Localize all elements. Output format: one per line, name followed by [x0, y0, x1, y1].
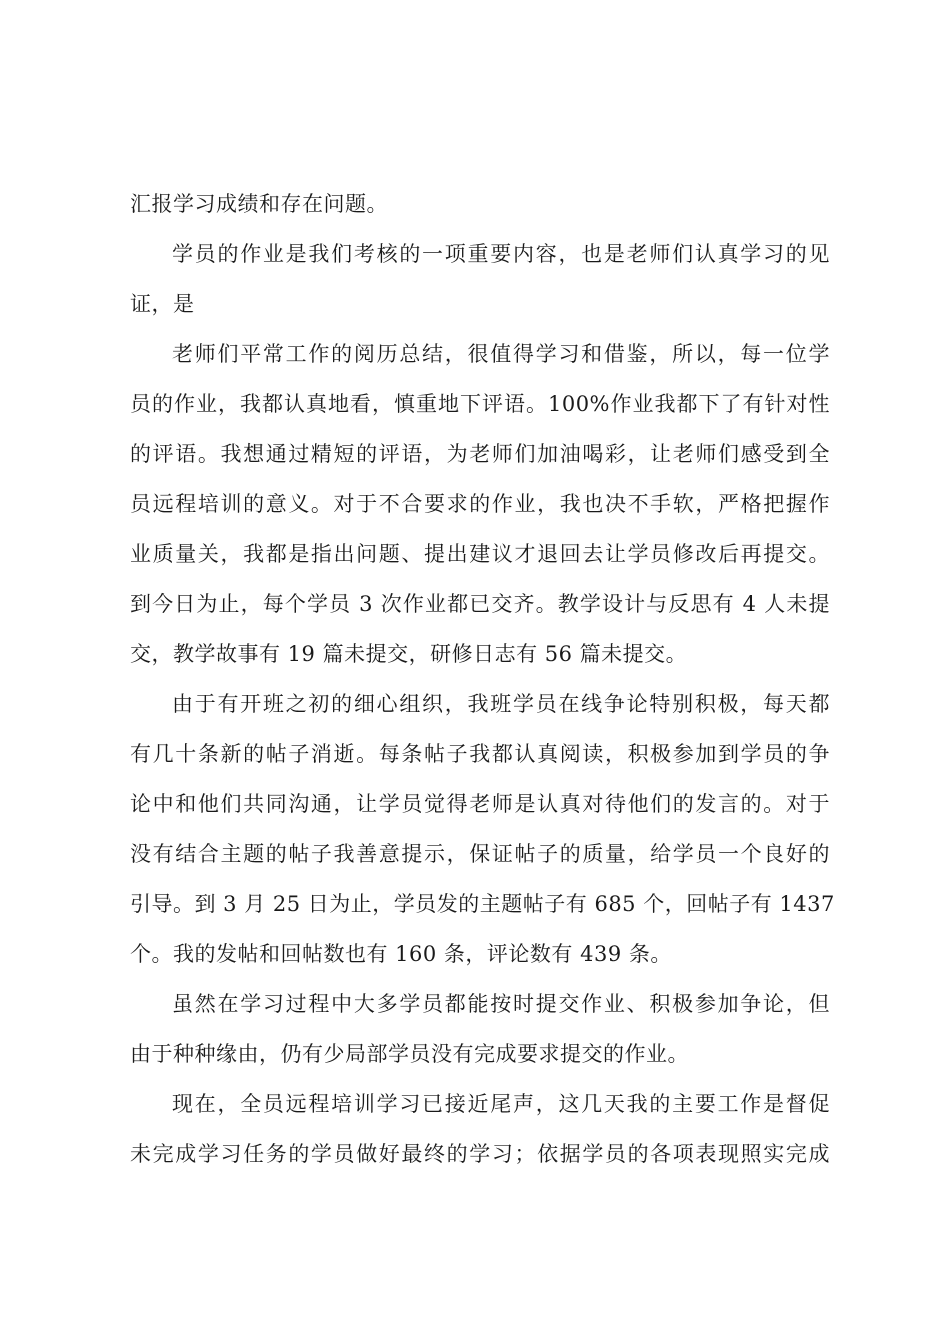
text-line: 未完成学习任务的学员做好最终的学习；依据学员的各项表现照实完成: [130, 1142, 830, 1166]
text-line: 老师们平常工作的阅历总结，很值得学习和借鉴，所以，每一位学: [172, 342, 830, 366]
text-line: 学员的作业是我们考核的一项重要内容，也是老师们认真学习的见: [172, 242, 830, 266]
text-line: 由于有开班之初的细心组织，我班学员在线争论特别积极，每天都: [172, 692, 830, 716]
text-line: 引导。到 3 月 25 日为止，学员发的主题帖子有 685 个，回帖子有 1437: [130, 892, 835, 916]
text-line: 到今日为止，每个学员 3 次作业都已交齐。教学设计与反思有 4 人未提: [130, 592, 830, 616]
text-line: 没有结合主题的帖子我善意提示，保证帖子的质量，给学员一个良好的: [130, 842, 830, 866]
text-line: 业质量关，我都是指出问题、提出建议才退回去让学员修改后再提交。: [130, 542, 830, 566]
text-line: 现在，全员远程培训学习已接近尾声，这几天我的主要工作是督促: [172, 1092, 830, 1116]
text-line: 汇报学习成绩和存在问题。: [130, 192, 388, 216]
text-line: 交，教学故事有 19 篇未提交，研修日志有 56 篇未提交。: [130, 642, 688, 666]
text-line: 论中和他们共同沟通，让学员觉得老师是认真对待他们的发言的。对于: [130, 792, 830, 816]
text-line: 虽然在学习过程中大多学员都能按时提交作业、积极参加争论，但: [172, 992, 830, 1016]
text-line: 由于种种缘由，仍有少局部学员没有完成要求提交的作业。: [130, 1042, 689, 1066]
text-line: 员的作业，我都认真地看，慎重地下评语。100%作业我都下了有针对性: [130, 392, 830, 416]
text-line: 员远程培训的意义。对于不合要求的作业，我也决不手软，严格把握作: [130, 492, 830, 516]
text-line: 的评语。我想通过精短的评语，为老师们加油喝彩，让老师们感受到全: [130, 442, 830, 466]
text-line: 有几十条新的帖子消逝。每条帖子我都认真阅读，积极参加到学员的争: [130, 742, 830, 766]
text-line: 证，是: [130, 292, 195, 316]
text-line: 个。我的发帖和回帖数也有 160 条，评论数有 439 条。: [130, 942, 672, 966]
